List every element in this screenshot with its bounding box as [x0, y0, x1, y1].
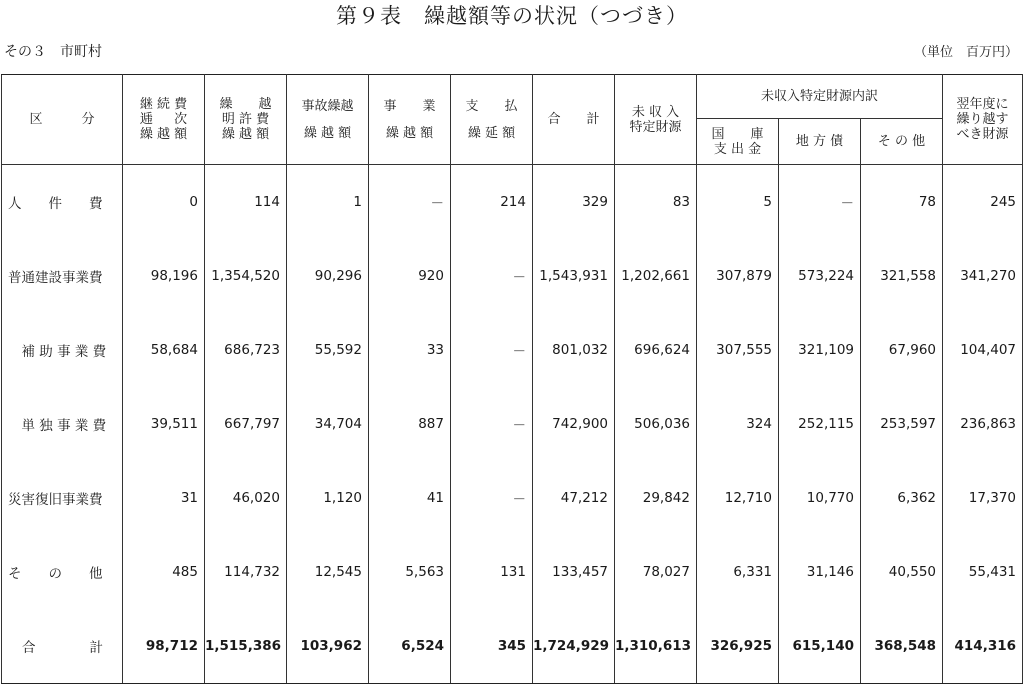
cell: 0 — [123, 165, 205, 240]
cell: － — [451, 239, 533, 313]
total-row — [2, 609, 1023, 684]
cell: 133,457 — [533, 535, 615, 609]
table-row — [2, 461, 1023, 535]
row-label: 単 独 事 業 費 — [2, 387, 123, 461]
cell: 920 — [369, 239, 451, 313]
cell: － — [369, 165, 451, 240]
cell: 29,842 — [615, 461, 697, 535]
row-label: 人 件 費 — [2, 165, 123, 240]
cell: 329 — [533, 165, 615, 240]
cell: 12,710 — [697, 461, 779, 535]
cell: 214 — [451, 165, 533, 240]
header-chihosai: 地 方 債 — [779, 119, 861, 165]
header-mishu: 未 収 入 特定財源 — [615, 75, 697, 165]
cell: 801,032 — [533, 313, 615, 387]
table-row — [2, 313, 1023, 387]
total-cell: 6,524 — [369, 609, 451, 684]
header-jigyo: 事 業 繰 越 額 — [369, 75, 451, 165]
cell: 6,331 — [697, 535, 779, 609]
header-kubun: 区 分 — [2, 75, 123, 165]
total-cell: 1,515,386 — [205, 609, 287, 684]
cell: 98,196 — [123, 239, 205, 313]
total-cell: 103,962 — [287, 609, 369, 684]
cell: 10,770 — [779, 461, 861, 535]
cell: 742,900 — [533, 387, 615, 461]
cell: 667,797 — [205, 387, 287, 461]
cell: 485 — [123, 535, 205, 609]
header-jiko: 事故繰越 繰 越 額 — [287, 75, 369, 165]
cell: 17,370 — [943, 461, 1023, 535]
row-label: 補 助 事 業 費 — [2, 313, 123, 387]
cell: 34,704 — [287, 387, 369, 461]
cell: 83 — [615, 165, 697, 240]
cell: 1 — [287, 165, 369, 240]
header-shiharai: 支 払 繰 延 額 — [451, 75, 533, 165]
cell: 58,684 — [123, 313, 205, 387]
cell: 887 — [369, 387, 451, 461]
cell: － — [451, 387, 533, 461]
cell: 1,202,661 — [615, 239, 697, 313]
total-cell: 368,548 — [861, 609, 943, 684]
cell: － — [451, 461, 533, 535]
total-cell: 414,316 — [943, 609, 1023, 684]
cell: 40,550 — [861, 535, 943, 609]
total-cell: 345 — [451, 609, 533, 684]
cell: 321,109 — [779, 313, 861, 387]
cell: 1,120 — [287, 461, 369, 535]
cell: 324 — [697, 387, 779, 461]
cell: 114 — [205, 165, 287, 240]
cell: 5,563 — [369, 535, 451, 609]
cell: 253,597 — [861, 387, 943, 461]
cell: 104,407 — [943, 313, 1023, 387]
cell: 78,027 — [615, 535, 697, 609]
cell: 33 — [369, 313, 451, 387]
total-label: 合 計 — [2, 609, 123, 684]
cell: 6,362 — [861, 461, 943, 535]
cell: 131 — [451, 535, 533, 609]
table-row — [2, 165, 1023, 240]
cell: 78 — [861, 165, 943, 240]
header-sonota: そ の 他 — [861, 119, 943, 165]
cell: 46,020 — [205, 461, 287, 535]
cell: 307,879 — [697, 239, 779, 313]
cell: 31 — [123, 461, 205, 535]
table-row — [2, 535, 1023, 609]
table-subtitle: その３ 市町村 — [4, 44, 102, 60]
total-cell: 615,140 — [779, 609, 861, 684]
header-uchiwake: 未収入特定財源内訳 — [697, 75, 943, 119]
unit-label: （単位 百万円） — [913, 45, 1018, 60]
header-gokei: 合 計 — [533, 75, 615, 165]
total-cell: 1,310,613 — [615, 609, 697, 684]
cell: 12,545 — [287, 535, 369, 609]
cell: 114,732 — [205, 535, 287, 609]
header-keizoku: 継 続 費 逓 次 繰 越 額 — [123, 75, 205, 165]
row-label: そ の 他 — [2, 535, 123, 609]
row-label: 災害復旧事業費 — [2, 461, 123, 535]
cell: 506,036 — [615, 387, 697, 461]
cell: 321,558 — [861, 239, 943, 313]
total-cell: 1,724,929 — [533, 609, 615, 684]
total-cell: 326,925 — [697, 609, 779, 684]
cell: 252,115 — [779, 387, 861, 461]
cell: 90,296 — [287, 239, 369, 313]
page-title: 第９表 繰越額等の状況（つづき） — [336, 4, 688, 28]
cell: 41 — [369, 461, 451, 535]
cell: 1,354,520 — [205, 239, 287, 313]
total-cell: 98,712 — [123, 609, 205, 684]
cell: 696,624 — [615, 313, 697, 387]
row-label: 普通建設事業費 — [2, 239, 123, 313]
cell: － — [451, 313, 533, 387]
cell: 686,723 — [205, 313, 287, 387]
header-yokunendo: 翌年度に 繰り越す べき財源 — [943, 75, 1023, 165]
cell: 1,543,931 — [533, 239, 615, 313]
cell: 573,224 — [779, 239, 861, 313]
table-row — [2, 387, 1023, 461]
table-row — [2, 239, 1023, 313]
cell: 307,555 — [697, 313, 779, 387]
cell: 341,270 — [943, 239, 1023, 313]
carryover-table — [1, 74, 1023, 684]
cell: 5 — [697, 165, 779, 240]
cell: 236,863 — [943, 387, 1023, 461]
cell: 55,431 — [943, 535, 1023, 609]
cell: 47,212 — [533, 461, 615, 535]
cell: 245 — [943, 165, 1023, 240]
cell: 39,511 — [123, 387, 205, 461]
cell: 67,960 — [861, 313, 943, 387]
header-kokko: 国 庫 支 出 金 — [697, 119, 779, 165]
cell: － — [779, 165, 861, 240]
cell: 31,146 — [779, 535, 861, 609]
header-meikyo: 繰 越 明 許 費 繰 越 額 — [205, 75, 287, 165]
cell: 55,592 — [287, 313, 369, 387]
